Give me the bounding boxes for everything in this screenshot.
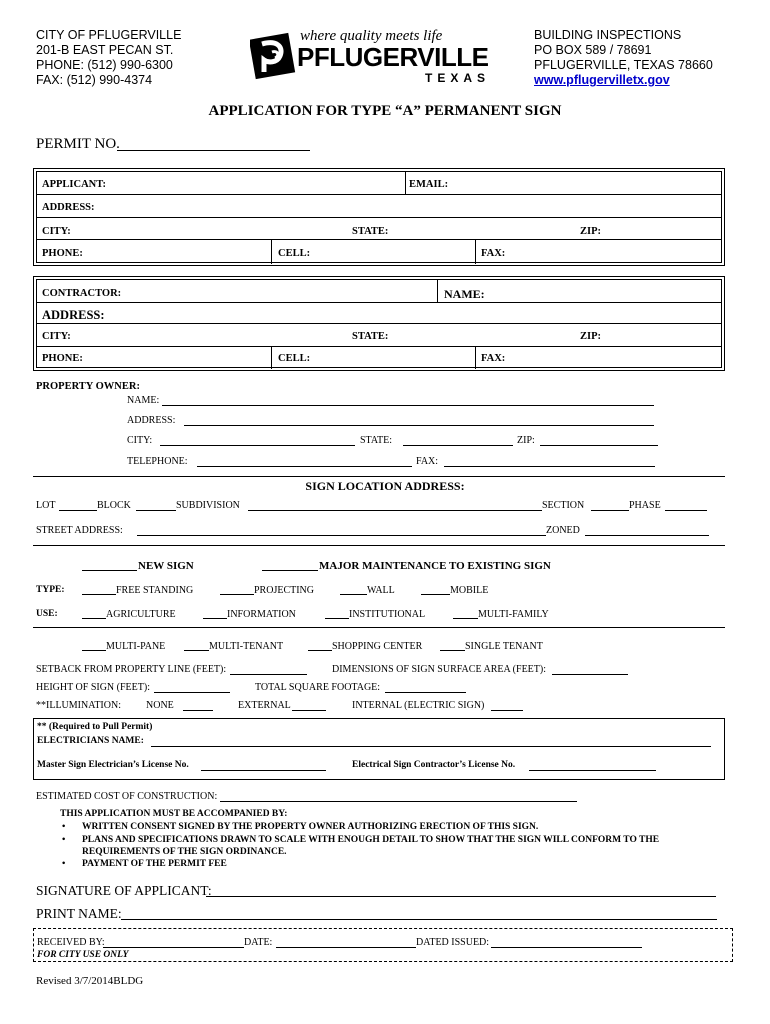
owner-name-label: NAME: [127,395,160,406]
revised-note: Revised 3/7/2014BLDG [36,975,144,987]
owner-state-field[interactable] [403,445,513,446]
owner-fax-field[interactable] [444,466,655,467]
use-institutional: INSTITUTIONAL [349,609,426,620]
zoned-label: ZONED [546,525,580,536]
owner-city-label: CITY: [127,435,153,446]
form-title: APPLICATION FOR TYPE “A” PERMANENT SIGN [208,103,562,119]
contractor-name-label: NAME: [444,287,485,301]
signature-field[interactable] [206,896,716,897]
city-use-box [33,928,733,962]
type-projecting: PROJECTING [254,585,315,596]
applicant-box-inner [36,171,722,263]
pflugerville-logo [250,26,495,88]
owner-telephone-field[interactable] [197,466,412,467]
illumination-internal-label: INTERNAL (ELECTRIC SIGN) [352,700,485,711]
owner-fax-label: FAX: [416,456,439,467]
illumination-label: **ILLUMINATION: [36,700,121,711]
estimated-cost-label: ESTIMATED COST OF CONSTRUCTION: [36,791,218,802]
print-name-label: PRINT NAME: [36,906,122,921]
master-license-field[interactable] [201,770,326,771]
applicant-state-label: STATE: [352,226,389,237]
contractor-phone-label: PHONE: [42,353,83,364]
subdivision-label: SUBDIVISION [176,500,240,511]
applicant-address-label: ADDRESS: [42,202,95,213]
owner-state-label: STATE: [360,435,392,446]
information-checkbox[interactable] [203,618,227,619]
applicant-zip-label: ZIP: [580,226,601,237]
phase-field[interactable] [665,510,707,511]
owner-address-field[interactable] [184,425,654,426]
po-box: PO BOX 589 / 78691 [534,43,652,57]
city-fax: FAX: (512) 990-4374 [36,73,153,87]
height-field[interactable] [154,692,230,693]
illumination-none-field[interactable] [183,710,213,711]
contractor-cell-label: CELL: [278,353,311,364]
multi-family-checkbox[interactable] [453,618,478,619]
accompany-item-plans: • PLANS AND SPECIFICATIONS DRAWN TO SCALE WITH ENOUGH DETAIL TO SHOW THAT THE SIGN WILL CONFORM TO THE [82,835,659,845]
use-multi-pane: MULTI-PANE [106,641,166,652]
lot-label: LOT [36,500,56,511]
total-square-footage-field[interactable] [385,692,466,693]
accompany-heading: THIS APPLICATION MUST BE ACCOMPANIED BY: [60,809,288,819]
use-label: USE: [36,609,58,619]
applicant-label: APPLICANT: [42,179,106,190]
single-tenant-checkbox[interactable] [440,650,465,651]
mobile-checkbox[interactable] [421,594,450,595]
use-multi-family: MULTI-FAMILY [478,609,549,620]
electricians-name-label: ELECTRICIANS NAME: [37,736,144,746]
owner-address-label: ADDRESS: [127,415,176,426]
type-wall: WALL [367,585,395,596]
city-phone: PHONE: (512) 990-6300 [36,58,173,72]
use-divider [33,627,725,628]
illumination-external-label: EXTERNAL [238,700,291,711]
use-information: INFORMATION [227,609,296,620]
dated-issued-label: DATED ISSUED: [416,937,490,948]
multi-tenant-checkbox[interactable] [184,650,209,651]
logo-state: TEXAS [425,71,491,85]
contractor-label: CONTRACTOR: [42,288,122,299]
applicant-city-label: CITY: [42,226,71,237]
owner-zip-field[interactable] [540,445,658,446]
dimensions-field[interactable] [552,674,628,675]
estimated-cost-field[interactable] [220,801,577,802]
accompany-item-consent: • WRITTEN CONSENT SIGNED BY THE PROPERTY OWNER AUTHORIZING ERECTION OF THIS SIGN. [82,822,538,832]
dated-issued-field[interactable] [491,947,642,948]
setback-label: SETBACK FROM PROPERTY LINE (FEET): [36,664,227,675]
type-label: TYPE: [36,585,65,595]
location-divider [33,476,725,477]
master-license-label: Master Sign Electrician’s License No. [37,760,189,770]
applicant-phone-label: PHONE: [42,248,83,259]
total-square-footage-label: TOTAL SQUARE FOOTAGE: [255,682,381,693]
agriculture-checkbox[interactable] [82,618,106,619]
contractor-license-label: Electrical Sign Contractor’s License No. [352,760,516,770]
required-note: ** (Required to Pull Permit) [37,722,153,732]
permit-no-label: PERMIT NO. [36,136,120,152]
date-field[interactable] [276,947,416,948]
use-multi-tenant: MULTI-TENANT [209,641,284,652]
contractor-zip-label: ZIP: [580,331,601,342]
zoned-field[interactable] [585,535,709,536]
applicant-cell-label: CELL: [278,248,311,259]
city-name: CITY OF PFLUGERVILLE [36,28,182,42]
projecting-checkbox[interactable] [220,594,254,595]
inspections-address-block [534,28,713,88]
contractor-box-inner [36,279,722,368]
new-sign-label: NEW SIGN [138,560,194,572]
major-maintenance-label: MAJOR MAINTENANCE TO EXISTING SIGN [319,560,551,572]
section-label: SECTION [542,500,585,511]
department-name: BUILDING INSPECTIONS [534,28,682,42]
illumination-external-field[interactable] [292,710,326,711]
multi-pane-checkbox[interactable] [82,650,106,651]
use-agriculture: AGRICULTURE [106,609,176,620]
contractor-fax-label: FAX: [481,353,506,364]
city-address-block [36,28,181,88]
phase-label: PHASE [629,500,661,511]
contractor-address-label: ADDRESS: [42,308,105,322]
print-name-field[interactable] [121,919,717,920]
use-shopping-center: SHOPPING CENTER [332,641,423,652]
city-use-note: FOR CITY USE ONLY [37,950,129,960]
institutional-checkbox[interactable] [325,618,349,619]
type-free-standing: FREE STANDING [116,585,194,596]
subdivision-field[interactable] [248,510,542,511]
type-mobile: MOBILE [450,585,489,596]
owner-city-field[interactable] [160,445,355,446]
block-label: BLOCK [97,500,131,511]
height-label: HEIGHT OF SIGN (FEET): [36,682,150,693]
sign-location-heading: SIGN LOCATION ADDRESS: [305,479,465,493]
owner-name-field[interactable] [162,405,654,406]
owner-telephone-label: TELEPHONE: [127,456,188,467]
logo-mark-icon [250,30,300,80]
shopping-center-checkbox[interactable] [308,650,332,651]
applicant-email-label: EMAIL: [409,179,449,190]
section-field[interactable] [591,510,629,511]
illumination-internal-field[interactable] [491,710,523,711]
new-sign-checkbox[interactable] [82,570,137,571]
street-address-label: STREET ADDRESS: [36,525,123,536]
dimensions-label: DIMENSIONS OF SIGN SURFACE AREA (FEET): [332,664,547,675]
permit-no-field[interactable] [117,150,310,151]
city-street: 201-B EAST PECAN ST. [36,43,174,57]
logo-tagline: where quality meets life [300,28,443,44]
property-owner-heading: PROPERTY OWNER: [36,381,140,392]
lot-field[interactable] [59,510,97,511]
wall-checkbox[interactable] [340,594,367,595]
electricians-name-field[interactable] [151,746,711,747]
contractor-city-label: CITY: [42,331,71,342]
received-by-label: RECEIVED BY: [37,937,105,948]
accompany-item-fee: • PAYMENT OF THE PERMIT FEE [82,859,227,869]
website-link[interactable]: www.pflugervilletx.gov [534,73,670,87]
city-state-zip: PFLUGERVILLE, TEXAS 78660 [534,58,713,72]
contractor-state-label: STATE: [352,331,389,342]
owner-zip-label: ZIP: [517,435,535,446]
illumination-none-label: NONE [146,700,174,711]
date-label: DATE: [244,937,273,948]
street-address-field[interactable] [137,535,546,536]
use-single-tenant: SINGLE TENANT [465,641,543,652]
setback-field[interactable] [230,674,307,675]
free-standing-checkbox[interactable] [82,594,116,595]
block-field[interactable] [136,510,176,511]
accompany-item-plans-cont: REQUIREMENTS OF THE SIGN ORDINANCE. [82,847,287,857]
logo-name: PFLUGERVILLE [297,42,489,72]
applicant-fax-label: FAX: [481,248,506,259]
received-by-field[interactable] [103,947,244,948]
signature-label: SIGNATURE OF APPLICANT: [36,883,212,898]
contractor-license-field[interactable] [529,770,656,771]
sign-divider [33,545,725,546]
major-maintenance-checkbox[interactable] [262,570,318,571]
